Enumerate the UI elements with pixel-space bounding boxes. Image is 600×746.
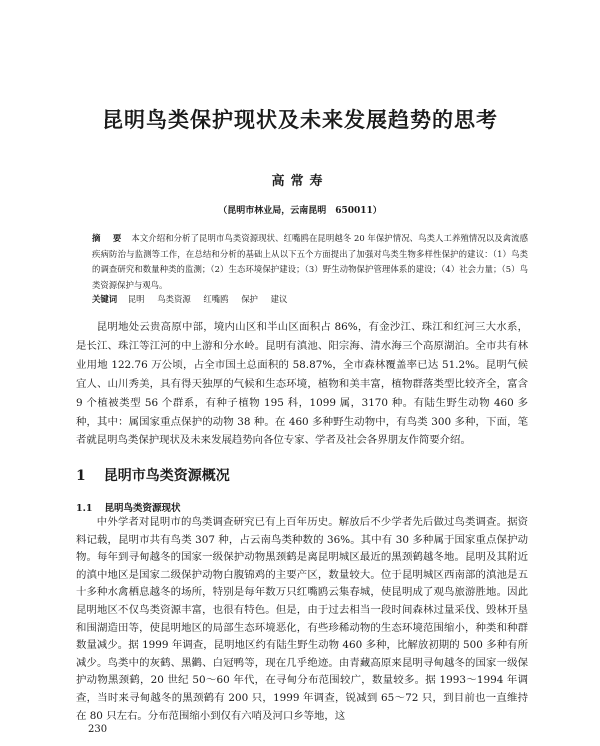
keyword: 鸟类资源 [157, 294, 191, 304]
keywords-label: 关键词 [92, 294, 118, 304]
subsection-number: 1.1 [76, 503, 93, 514]
keyword: 红嘴鸥 [203, 294, 229, 304]
section-number: 1 [76, 468, 86, 484]
abstract [92, 231, 528, 293]
subsection-title: 昆明鸟类资源现状 [104, 503, 181, 514]
keywords [92, 292, 528, 308]
section-title: 昆明市鸟类资源概况 [103, 468, 230, 484]
abstract-label: 摘 要 [92, 233, 124, 243]
keyword: 保护 [241, 294, 258, 304]
intro-paragraph: 昆明地处云贵高原中部，境内山区和半山区面积占 86%，有金沙江、珠江和红河三大水系，是长江、珠江等江河的中上游和分水岭。昆明有滇池、阳宗海、清水海三个高原湖泊。全市共有林业用地 122.76 万公顷，占全市国土总面积的 58.87%，全市森林覆盖率已达 51.2%。昆明气候宜人、山川秀美，具有得天独厚的气候和生态环境，植物和美丰富，植物群落类型比较齐全，富含 9 个植被类型 56 个群系，有种子植物 195 科，1099 属，3170 种。有陆生野生动物 460 多种，其中：属国家重点保护的动物 38 种。在 460 多种野生动物中，有鸟类 300 多种，下面，笔者就昆明鸟类保护现状及未来发展趋势向各位专家、学者及社会各界朋友作简要介绍。 [76, 321, 528, 447]
subsection-heading [76, 500, 528, 514]
abstract-text: 本文介绍和分析了昆明市鸟类资源现状、红嘴鸥在昆明越冬 20 年保护情况、鸟类人工养殖情况以及禽流感疾病防治与监测等工作，在总结和分析的基础上从以下五个方面提出了加强对鸟类生物多样性保护的建议：（1）鸟类的调查研究和数量种类的监测；（2）生态环境保护建设；（3）野生动物保护管理体系的建设；（4）社会力量；（5）鸟类资源保护与观鸟。 [92, 233, 528, 290]
keyword: 建议 [270, 294, 288, 304]
body-paragraph: 中外学者对昆明市的鸟类调查研究已有上百年历史。解放后不少学者先后做过鸟类调查。据资料记载，昆明市共有鸟类 307 种，占云南鸟类种数的 36%。其中有 30 多种属于国家重点保护动物。每年到寻甸越冬的国家一级保护动物黑颈鹤是离昆明城区最近的黑颈鹤越冬地。昆明及其附近的滇中地区是国家二级保护动物白腹锦鸡的主要产区，数量较大。位于昆明城区西南部的滇池是五十多种水禽栖息越冬的场所，特别是每年数万只红嘴鸥云集春城，使昆明成了观鸟旅游胜地。因此昆明地区不仅鸟类资源丰富，也很有特色。但是，由于过去相当一段时间森林过量采伐、毁林开垦和围湖造田等，使昆明地区的局部生态环境恶化，有些珍稀动物的生态环境范围缩小，种类和种群数量减少。据 1999 年调查，昆明地区约有陆生野生动物 460 多种，比解放初期的 500 多种有所减少。鸟类中的灰鹤、黑鹳、白冠鸭等，现在几乎绝迹。由青藏高原来昆明寻甸越冬的国家一级保护动物黑颈鹤，20 世纪 50～60 年代，在寻甸分布范围较广，数量较多。据 1993～1994 年调查，当时来寻甸越冬的黑颈鹤有 200 只，1999 年调查，锐减到 65～72 只，到目前也一直维持在 80 只左右。分布范围缩小到仅有六哨及河口乡等地，这 [76, 516, 528, 722]
page-number: 230 [88, 724, 108, 735]
author-name: 高常寿 [271, 174, 329, 189]
section-heading [76, 465, 528, 485]
author-affiliation: （昆明市林业局，云南昆明 650011） [218, 206, 382, 216]
paper-title: 昆明鸟类保护现状及未来发展趋势的思考 [102, 107, 498, 132]
keyword: 昆明 [127, 294, 145, 304]
